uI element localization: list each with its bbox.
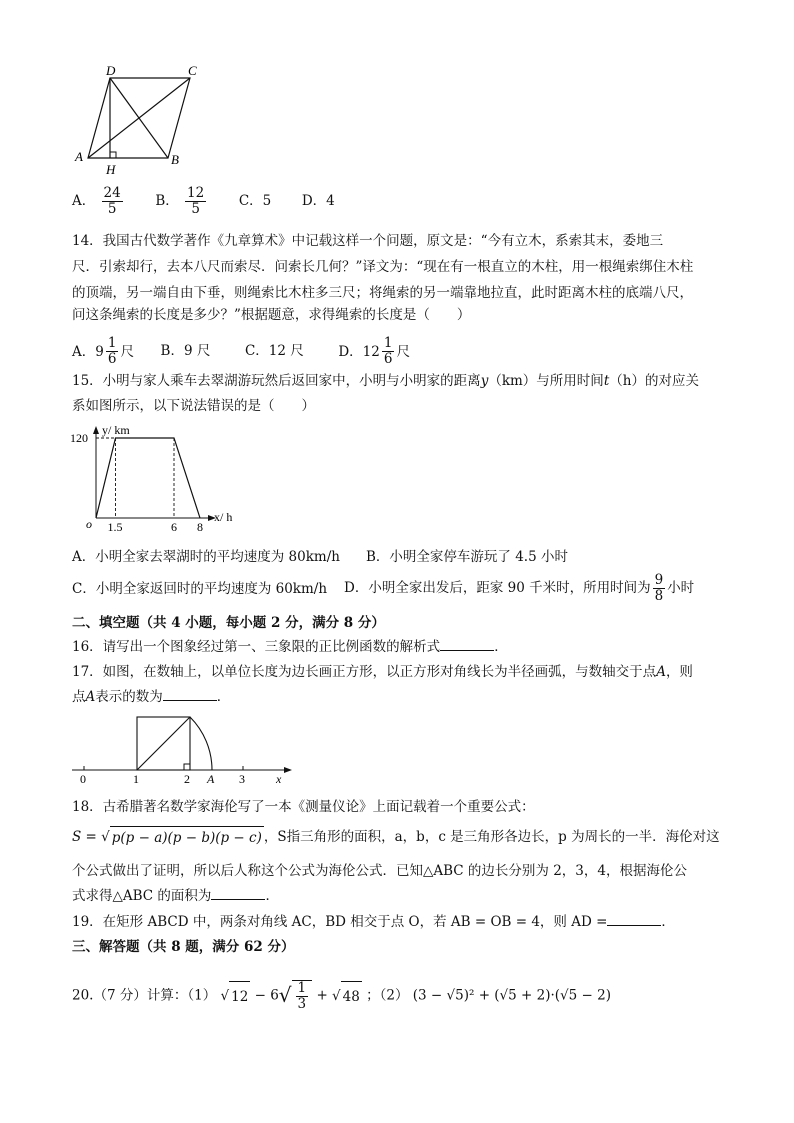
q13-option-b-label: B． — [155, 193, 179, 209]
q16-answer-blank[interactable] — [440, 636, 494, 651]
x-tick-label: 8 — [197, 520, 203, 534]
q13-options — [72, 186, 335, 217]
q18-line-1: 18．古希腊著名数学家海伦写了一本《测量仪论》上面记载着一个重要公式： — [72, 799, 535, 815]
point-a-label: A — [207, 772, 215, 784]
y-axis-label: y/ km — [102, 423, 130, 437]
vertex-b: B — [171, 152, 179, 167]
distance-time-chart — [66, 420, 256, 538]
q18-line-4: 式求得△ABC 的面积为 ． — [72, 885, 279, 907]
q15-option-c: C．小明全家返回时的平均速度为 60km/h — [72, 581, 328, 597]
q15-option-a: A．小明全家去翠湖时的平均速度为 80km/h — [72, 549, 340, 565]
q15-option-d: D．小明全家出发后，距家 90 千米时，所用时间为 $\frac{9}{8}$ 小时 — [344, 572, 695, 604]
q18-answer-blank[interactable] — [211, 885, 265, 900]
q14-line-1: 14．我国古代数学著作《九章算术》中记载这样一个问题，原文是：“今有立木，系索其末，委地三 — [72, 233, 664, 249]
x-tick-label: 6 — [171, 520, 177, 534]
x-axis-label: x/ h — [214, 510, 233, 524]
number-line-arrow — [284, 767, 292, 773]
vertex-d: D — [106, 64, 116, 78]
q14-option-d: D．12 $\frac{1}{6}$ 尺 — [338, 335, 410, 367]
q15-option-b: B．小明全家停车游玩了 4.5 小时 — [366, 549, 568, 565]
q18-line-2: S = √ p(p − a)(p − b)(p − c) ，S指三角形的面积，a，b，c 是三角形各边长，p 为周长的一半．海伦对这 — [72, 826, 720, 849]
q13-option-b-fraction: $\frac{12}{5}$ — [187, 185, 205, 217]
q14-options — [72, 336, 410, 367]
q14-option-c: C．12 尺 — [244, 343, 304, 359]
tick-2: 2 — [184, 772, 190, 784]
q18-line-3: 个公式做出了证明，所以后人称这个公式为海伦公式．已知△ABC 的边长分别为 2，3，4，根据海伦公 — [72, 863, 687, 879]
q13-option-c: C．5 — [238, 193, 272, 209]
q19-answer-blank[interactable] — [607, 911, 661, 926]
q14-option-a: A．9 $\frac{1}{6}$ 尺 — [72, 335, 134, 367]
q17-answer-blank[interactable] — [163, 686, 217, 701]
origin-label: o — [86, 517, 92, 531]
q17-line-1: 17．如图，在数轴上，以单位长度为边长画正方形，以正方形对角线长为半径画弧，与数轴交于点A，则 — [72, 664, 693, 680]
q14-line-3: 的顶端，另一端自由下垂，则绳索比木柱多三尺；将绳索的另一端靠地拉直，此时距离木柱的底端八尺， — [72, 285, 693, 301]
x-tick-label: 1.5 — [107, 520, 123, 534]
q17-line-2: 点A表示的数为 ． — [72, 686, 230, 708]
heron-formula-sqrt: √ p(p − a)(p − b)(p − c) — [101, 826, 264, 849]
number-line-figure — [70, 712, 300, 784]
q14-line-2: 尺．引索却行，去本八尺而索尽．问索长几何？”译文为：“现在有一根直立的木柱，用一根绳索绑住木柱 — [72, 259, 694, 275]
tick-3: 3 — [239, 772, 245, 784]
vertex-h: H — [106, 162, 116, 177]
q20: 20.（7 分）计算：（1） √ 12 − 6 √ $\frac{1}{3}$ + √ 48 ；（2） (3 − √5)² + (√5 + 2)·(√5 − 2) — [72, 980, 612, 1012]
q15-line-1: 15．小明与家人乘车去翠湖游玩然后返回家中，小明与小明家的距离y（km）与所用时间t（h）的对应关 — [72, 373, 699, 389]
parallelogram-figure — [70, 64, 210, 180]
y-axis-arrow — [93, 426, 99, 434]
section-3-title: 三、解答题（共 8 题，满分 62 分） — [72, 939, 295, 955]
series-line — [96, 438, 200, 518]
q13-option-a-fraction: $\frac{24}{5}$ — [103, 185, 121, 217]
q13-option-d: D．4 — [301, 193, 335, 209]
vertex-c: C — [188, 64, 197, 78]
q19: 19．在矩形 ABCD 中，两条对角线 AC，BD 相交于点 O，若 AB = OB = 4，则 AD = ． — [72, 911, 675, 933]
q14-option-b: B．9 尺 — [160, 343, 211, 359]
x-label: x — [276, 772, 282, 784]
section-2-title: 二、填空题（共 4 小题，每小题 2 分，满分 8 分） — [72, 615, 385, 631]
q15-line-2: 系如图所示，以下说法错误的是（ ） — [72, 398, 315, 414]
q13-option-a-label: A． — [72, 193, 96, 209]
q16: 16．请写出一个图象经过第一、三象限的正比例函数的解析式 ． — [72, 636, 508, 658]
vertex-a: A — [75, 149, 83, 164]
radius-arc — [190, 717, 212, 770]
tick-1: 1 — [133, 772, 139, 784]
square-diagonal — [137, 717, 190, 770]
y-tick-label: 120 — [70, 431, 88, 445]
tick-0: 0 — [80, 772, 86, 784]
q14-line-4: 问这条绳索的长度是多少？”根据题意，求得绳索的长度是（ ） — [72, 307, 471, 323]
